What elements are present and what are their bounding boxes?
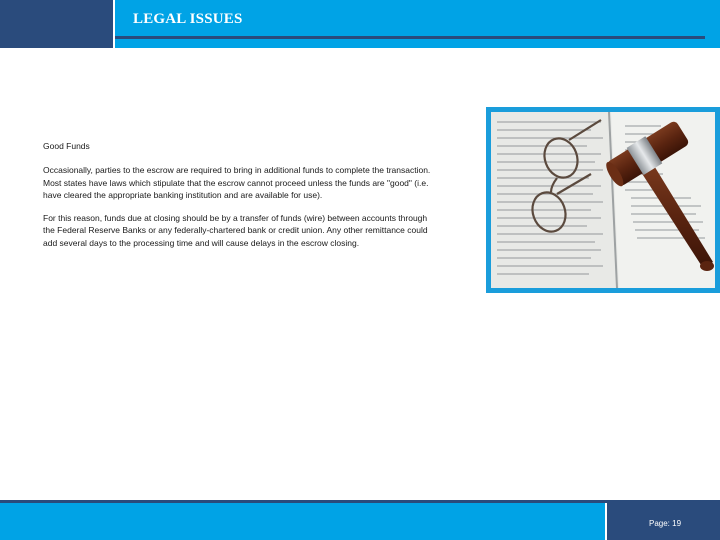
paragraph-1: Occasionally, parties to the escrow are required to bring in additional funds to complete the transaction. Most states have laws which stipulate that the escrow cannot proceed unless the funds are "good" (i.e. have cleared the appropriate banking institution and are available for use). xyxy=(43,165,431,200)
gavel-image xyxy=(491,112,715,288)
header-divider xyxy=(115,36,705,39)
header-left-block xyxy=(0,0,113,48)
header-bar xyxy=(115,0,720,48)
page-number: Page: 19 xyxy=(649,519,682,528)
section-heading: Good Funds xyxy=(43,141,90,151)
page-title: LEGAL ISSUES xyxy=(133,11,243,27)
footer-right-block xyxy=(607,503,720,540)
gavel-photo xyxy=(486,107,720,293)
paragraph-2: For this reason, funds due at closing should be by a transfer of funds (wire) between accounts through the Federal Reserve Banks or any federally-chartered bank or credit union. Any other remittance could add several days to the processing time and will cause delays in the escrow closing. xyxy=(43,213,428,248)
footer-bar xyxy=(0,503,605,540)
content-text xyxy=(43,140,438,260)
